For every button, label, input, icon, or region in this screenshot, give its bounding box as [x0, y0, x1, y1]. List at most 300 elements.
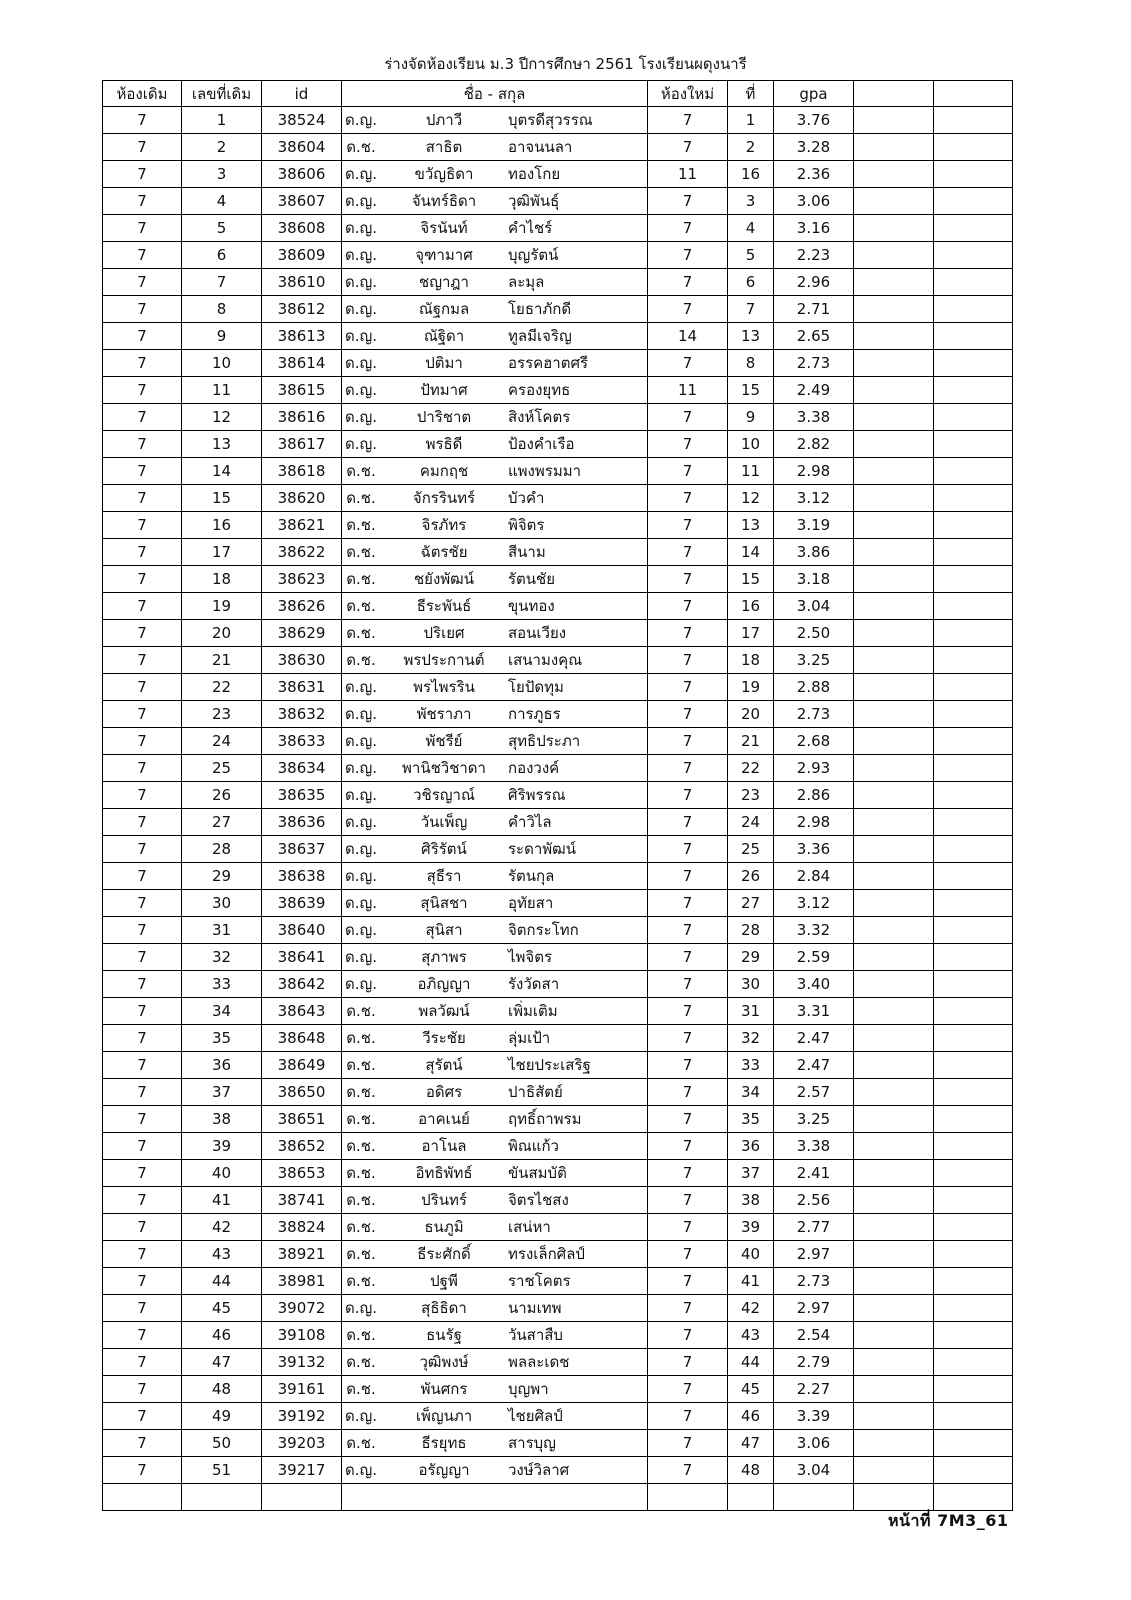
gpa-cell: 3.25 — [774, 647, 854, 674]
old-room-cell: 7 — [103, 431, 182, 458]
table-row — [103, 377, 1013, 404]
new-room-cell: 7 — [648, 836, 728, 863]
extra-cell — [854, 431, 934, 458]
name-prefix: ด.ญ. — [344, 813, 378, 831]
table-row — [103, 404, 1013, 431]
last-name: วงษ์วิลาศ — [508, 1461, 570, 1479]
student-id-cell: 38623 — [262, 566, 342, 593]
first-name: พัชราภา — [416, 705, 472, 723]
gpa-cell: 2.73 — [774, 1268, 854, 1295]
seat-cell: 31 — [728, 998, 774, 1025]
old-number-cell: 23 — [182, 701, 262, 728]
seat-cell: 46 — [728, 1403, 774, 1430]
student-name-cell — [342, 323, 648, 350]
student-id-cell: 38617 — [262, 431, 342, 458]
empty-cell — [342, 1484, 648, 1511]
seat-cell: 37 — [728, 1160, 774, 1187]
name-prefix: ด.ญ. — [344, 840, 378, 858]
first-name: ธีระศักดิ์ — [417, 1245, 471, 1263]
table-row — [103, 890, 1013, 917]
table-row — [103, 323, 1013, 350]
first-name: พัชรีย์ — [425, 732, 463, 750]
old-number-cell: 25 — [182, 755, 262, 782]
seat-cell: 17 — [728, 620, 774, 647]
name-prefix: ด.ช. — [346, 1353, 376, 1371]
old-room-cell: 7 — [103, 674, 182, 701]
extra-cell — [854, 1025, 934, 1052]
gpa-cell: 2.68 — [774, 728, 854, 755]
last-name: พลละเดช — [508, 1353, 570, 1371]
last-name: ไพจิตร — [508, 948, 553, 966]
old-room-cell: 7 — [103, 1214, 182, 1241]
gpa-cell: 2.97 — [774, 1295, 854, 1322]
student-name-cell — [342, 296, 648, 323]
new-room-cell: 7 — [648, 1241, 728, 1268]
seat-cell: 12 — [728, 485, 774, 512]
seat-cell: 25 — [728, 836, 774, 863]
last-name: แพงพรมมา — [508, 462, 582, 480]
student-name-cell — [342, 836, 648, 863]
student-id-cell: 38641 — [262, 944, 342, 971]
table-row — [103, 701, 1013, 728]
new-room-cell: 7 — [648, 1322, 728, 1349]
gpa-cell: 2.47 — [774, 1052, 854, 1079]
extra-cell — [934, 917, 1013, 944]
last-name: ขันสมบัติ — [508, 1164, 567, 1182]
class-roster-table — [102, 80, 1013, 1511]
old-number-cell: 16 — [182, 512, 262, 539]
last-name: บุญรัตน์ — [508, 246, 559, 264]
name-prefix: ด.ช. — [346, 1029, 376, 1047]
seat-cell: 26 — [728, 863, 774, 890]
seat-cell: 30 — [728, 971, 774, 998]
new-room-cell: 7 — [648, 1430, 728, 1457]
name-prefix: ด.ช. — [346, 1245, 376, 1263]
name-prefix: ด.ช. — [346, 651, 376, 669]
old-room-cell: 7 — [103, 1322, 182, 1349]
first-name: อิทธิพัทธ์ — [415, 1164, 473, 1182]
old-number-cell: 42 — [182, 1214, 262, 1241]
table-row — [103, 944, 1013, 971]
table-row — [103, 539, 1013, 566]
table-row — [103, 269, 1013, 296]
extra-cell — [854, 1133, 934, 1160]
extra-cell — [934, 1025, 1013, 1052]
table-row — [103, 620, 1013, 647]
new-room-cell: 7 — [648, 107, 728, 134]
extra-cell — [934, 863, 1013, 890]
extra-cell — [934, 107, 1013, 134]
gpa-cell: 3.06 — [774, 1430, 854, 1457]
student-id-cell: 38643 — [262, 998, 342, 1025]
new-room-cell: 7 — [648, 890, 728, 917]
table-row — [103, 647, 1013, 674]
extra-cell — [934, 890, 1013, 917]
student-id-cell: 38824 — [262, 1214, 342, 1241]
seat-cell: 41 — [728, 1268, 774, 1295]
old-number-cell: 4 — [182, 188, 262, 215]
old-number-cell: 21 — [182, 647, 262, 674]
empty-cell — [854, 1484, 934, 1511]
seat-cell: 19 — [728, 674, 774, 701]
seat-cell: 2 — [728, 134, 774, 161]
student-name-cell — [342, 755, 648, 782]
student-name-cell — [342, 1052, 648, 1079]
student-id-cell: 38618 — [262, 458, 342, 485]
name-prefix: ด.ช. — [346, 489, 376, 507]
seat-cell: 13 — [728, 323, 774, 350]
gpa-cell: 3.38 — [774, 404, 854, 431]
new-room-cell: 7 — [648, 944, 728, 971]
seat-cell: 13 — [728, 512, 774, 539]
gpa-cell: 2.59 — [774, 944, 854, 971]
seat-cell: 38 — [728, 1187, 774, 1214]
first-name: สุภาพร — [421, 948, 467, 966]
student-id-cell: 39072 — [262, 1295, 342, 1322]
old-room-cell: 7 — [103, 1295, 182, 1322]
table-row — [103, 593, 1013, 620]
name-prefix: ด.ญ. — [344, 1461, 378, 1479]
new-room-cell: 7 — [648, 593, 728, 620]
old-room-cell: 7 — [103, 1376, 182, 1403]
new-room-cell: 7 — [648, 1403, 728, 1430]
extra-cell — [854, 134, 934, 161]
extra-cell — [934, 1349, 1013, 1376]
student-id-cell: 38921 — [262, 1241, 342, 1268]
gpa-cell: 3.40 — [774, 971, 854, 998]
gpa-cell: 2.65 — [774, 323, 854, 350]
table-row — [103, 1241, 1013, 1268]
extra-cell — [934, 1322, 1013, 1349]
student-name-cell — [342, 971, 648, 998]
name-prefix: ด.ช. — [346, 1056, 376, 1074]
seat-cell: 16 — [728, 593, 774, 620]
extra-cell — [934, 1241, 1013, 1268]
student-id-cell: 38637 — [262, 836, 342, 863]
student-name-cell — [342, 215, 648, 242]
seat-cell: 32 — [728, 1025, 774, 1052]
old-number-cell: 49 — [182, 1403, 262, 1430]
seat-cell: 44 — [728, 1349, 774, 1376]
extra-cell — [854, 1430, 934, 1457]
old-room-cell: 7 — [103, 1079, 182, 1106]
old-number-cell: 46 — [182, 1322, 262, 1349]
name-prefix: ด.ช. — [346, 1137, 376, 1155]
extra-cell — [854, 944, 934, 971]
name-prefix: ด.ช. — [346, 462, 376, 480]
old-number-cell: 47 — [182, 1349, 262, 1376]
gpa-cell: 3.76 — [774, 107, 854, 134]
student-name-cell — [342, 863, 648, 890]
gpa-cell: 2.79 — [774, 1349, 854, 1376]
student-name-cell — [342, 1268, 648, 1295]
old-room-cell: 7 — [103, 1106, 182, 1133]
extra-cell — [934, 998, 1013, 1025]
old-number-cell: 36 — [182, 1052, 262, 1079]
old-room-cell: 7 — [103, 404, 182, 431]
name-prefix: ด.ช. — [346, 1272, 376, 1290]
extra-cell — [934, 674, 1013, 701]
seat-cell: 33 — [728, 1052, 774, 1079]
old-room-cell: 7 — [103, 188, 182, 215]
seat-cell: 28 — [728, 917, 774, 944]
last-name: โยธาภักดี — [508, 300, 572, 318]
gpa-cell: 3.28 — [774, 134, 854, 161]
old-number-cell: 12 — [182, 404, 262, 431]
first-name: อรัญญา — [418, 1461, 470, 1479]
old-number-cell: 7 — [182, 269, 262, 296]
old-room-cell: 7 — [103, 809, 182, 836]
name-prefix: ด.ช. — [346, 1110, 376, 1128]
extra-cell — [854, 728, 934, 755]
first-name: วีระชัย — [422, 1029, 466, 1047]
first-name: สุนิสชา — [420, 894, 468, 912]
seat-cell: 35 — [728, 1106, 774, 1133]
student-id-cell: 38622 — [262, 539, 342, 566]
old-room-cell: 7 — [103, 782, 182, 809]
name-prefix: ด.ช. — [346, 543, 376, 561]
student-id-cell: 38652 — [262, 1133, 342, 1160]
last-name: เพิ่มเติม — [508, 1002, 558, 1020]
first-name: สุนิสา — [425, 921, 463, 939]
first-name: อภิญญา — [417, 975, 471, 993]
extra-cell — [934, 1106, 1013, 1133]
extra-cell — [934, 944, 1013, 971]
extra-cell — [854, 458, 934, 485]
student-name-cell — [342, 269, 648, 296]
old-room-cell: 7 — [103, 620, 182, 647]
student-name-cell — [342, 485, 648, 512]
last-name: ราชโคตร — [508, 1272, 571, 1290]
extra-cell — [934, 728, 1013, 755]
student-name-cell — [342, 944, 648, 971]
last-name: อรรคฮาตศรี — [508, 354, 589, 372]
new-room-cell: 7 — [648, 917, 728, 944]
student-name-cell — [342, 188, 648, 215]
extra-cell — [934, 1214, 1013, 1241]
extra-cell — [854, 890, 934, 917]
old-room-cell: 7 — [103, 323, 182, 350]
old-room-cell: 7 — [103, 944, 182, 971]
old-room-cell: 7 — [103, 1052, 182, 1079]
gpa-cell: 2.84 — [774, 863, 854, 890]
first-name: พานิชวิชาดา — [402, 759, 486, 777]
seat-cell: 3 — [728, 188, 774, 215]
old-room-cell: 7 — [103, 998, 182, 1025]
old-number-cell: 9 — [182, 323, 262, 350]
extra-cell — [934, 620, 1013, 647]
extra-cell — [934, 1160, 1013, 1187]
first-name: จุฑามาศ — [415, 246, 473, 264]
new-room-cell: 7 — [648, 1376, 728, 1403]
seat-cell: 16 — [728, 161, 774, 188]
new-room-cell: 7 — [648, 539, 728, 566]
old-room-cell: 7 — [103, 566, 182, 593]
extra-cell — [934, 269, 1013, 296]
old-number-cell: 50 — [182, 1430, 262, 1457]
student-name-cell — [342, 1403, 648, 1430]
seat-cell: 40 — [728, 1241, 774, 1268]
old-room-cell: 7 — [103, 1403, 182, 1430]
old-number-cell: 28 — [182, 836, 262, 863]
extra-cell — [934, 350, 1013, 377]
first-name: จิรภัทร — [421, 516, 467, 534]
extra-cell — [934, 242, 1013, 269]
first-name: วันเพ็ญ — [420, 813, 468, 831]
seat-cell: 27 — [728, 890, 774, 917]
extra-cell — [934, 782, 1013, 809]
student-name-cell — [342, 674, 648, 701]
extra-cell — [854, 1403, 934, 1430]
student-id-cell: 38638 — [262, 863, 342, 890]
old-room-cell: 7 — [103, 350, 182, 377]
student-id-cell: 38631 — [262, 674, 342, 701]
old-room-cell: 7 — [103, 1349, 182, 1376]
old-number-cell: 35 — [182, 1025, 262, 1052]
last-name: ไชยศิลป์ — [508, 1407, 563, 1425]
new-room-cell: 7 — [648, 647, 728, 674]
seat-cell: 42 — [728, 1295, 774, 1322]
extra-cell — [854, 1106, 934, 1133]
extra-cell — [854, 215, 934, 242]
gpa-cell: 2.47 — [774, 1025, 854, 1052]
extra-cell — [854, 863, 934, 890]
old-number-cell: 48 — [182, 1376, 262, 1403]
name-prefix: ด.ญ. — [344, 759, 378, 777]
old-number-cell: 17 — [182, 539, 262, 566]
table-row — [103, 350, 1013, 377]
col-header-id: id — [262, 81, 342, 107]
gpa-cell: 3.32 — [774, 917, 854, 944]
old-room-cell: 7 — [103, 458, 182, 485]
student-id-cell: 38609 — [262, 242, 342, 269]
old-room-cell: 7 — [103, 1160, 182, 1187]
old-room-cell: 7 — [103, 728, 182, 755]
table-row — [103, 1376, 1013, 1403]
old-room-cell: 7 — [103, 377, 182, 404]
extra-cell — [854, 296, 934, 323]
last-name: สีนาม — [508, 543, 546, 561]
table-row — [103, 107, 1013, 134]
old-number-cell: 31 — [182, 917, 262, 944]
new-room-cell: 7 — [648, 620, 728, 647]
seat-cell: 39 — [728, 1214, 774, 1241]
old-number-cell: 33 — [182, 971, 262, 998]
seat-cell: 23 — [728, 782, 774, 809]
old-number-cell: 13 — [182, 431, 262, 458]
new-room-cell: 7 — [648, 1025, 728, 1052]
extra-cell — [934, 323, 1013, 350]
seat-cell: 7 — [728, 296, 774, 323]
gpa-cell: 2.96 — [774, 269, 854, 296]
student-id-cell: 38604 — [262, 134, 342, 161]
table-row — [103, 809, 1013, 836]
gpa-cell: 2.50 — [774, 620, 854, 647]
extra-cell — [854, 917, 934, 944]
extra-cell — [934, 404, 1013, 431]
old-room-cell: 7 — [103, 647, 182, 674]
last-name: พิณแก้ว — [508, 1137, 559, 1155]
old-room-cell: 7 — [103, 161, 182, 188]
old-number-cell: 24 — [182, 728, 262, 755]
last-name: สิงห์โคตร — [508, 408, 571, 426]
new-room-cell: 7 — [648, 863, 728, 890]
table-row — [103, 1295, 1013, 1322]
last-name: บุญพา — [508, 1380, 549, 1398]
first-name: ศิริรัตน์ — [421, 840, 467, 858]
name-prefix: ด.ญ. — [344, 273, 378, 291]
old-room-cell: 7 — [103, 107, 182, 134]
first-name: พลวัฒน์ — [418, 1002, 470, 1020]
last-name: ครองยุทธ — [508, 381, 571, 399]
old-number-cell: 43 — [182, 1241, 262, 1268]
name-prefix: ด.ญ. — [344, 678, 378, 696]
name-prefix: ด.ช. — [346, 1083, 376, 1101]
student-name-cell — [342, 593, 648, 620]
gpa-cell: 3.18 — [774, 566, 854, 593]
student-id-cell: 38635 — [262, 782, 342, 809]
table-row — [103, 161, 1013, 188]
student-name-cell — [342, 1349, 648, 1376]
old-room-cell: 7 — [103, 1268, 182, 1295]
student-name-cell — [342, 1376, 648, 1403]
name-prefix: ด.ช. — [346, 1434, 376, 1452]
last-name: ทองโกย — [508, 165, 561, 183]
last-name: วันสาสืบ — [508, 1326, 563, 1344]
old-room-cell: 7 — [103, 1430, 182, 1457]
first-name: อาคเนย์ — [418, 1110, 470, 1128]
extra-cell — [934, 1079, 1013, 1106]
name-prefix: ด.ญ. — [344, 165, 378, 183]
first-name: คมกฤช — [419, 462, 469, 480]
last-name: อาจนนลา — [508, 138, 573, 156]
seat-cell: 15 — [728, 377, 774, 404]
student-name-cell — [342, 1106, 648, 1133]
seat-cell: 8 — [728, 350, 774, 377]
student-id-cell: 38632 — [262, 701, 342, 728]
student-id-cell: 38741 — [262, 1187, 342, 1214]
col-header-seat: ที่ — [728, 81, 774, 107]
extra-cell — [854, 242, 934, 269]
seat-cell: 24 — [728, 809, 774, 836]
table-row — [103, 1403, 1013, 1430]
extra-cell — [854, 998, 934, 1025]
old-room-cell: 7 — [103, 890, 182, 917]
last-name: ไชยประเสริฐ — [508, 1056, 591, 1074]
last-name: นามเทพ — [508, 1299, 562, 1317]
gpa-cell: 2.23 — [774, 242, 854, 269]
extra-cell — [934, 512, 1013, 539]
table-row — [103, 728, 1013, 755]
gpa-cell: 2.98 — [774, 809, 854, 836]
student-name-cell — [342, 512, 648, 539]
student-id-cell: 38614 — [262, 350, 342, 377]
name-prefix: ด.ญ. — [344, 111, 378, 129]
first-name: สาธิต — [425, 138, 463, 156]
new-room-cell: 7 — [648, 674, 728, 701]
table-row — [103, 512, 1013, 539]
student-name-cell — [342, 539, 648, 566]
new-room-cell: 7 — [648, 998, 728, 1025]
student-id-cell: 38650 — [262, 1079, 342, 1106]
name-prefix: ด.ช. — [346, 1164, 376, 1182]
table-row — [103, 755, 1013, 782]
student-id-cell: 38610 — [262, 269, 342, 296]
new-room-cell: 7 — [648, 215, 728, 242]
gpa-cell: 2.82 — [774, 431, 854, 458]
student-name-cell — [342, 431, 648, 458]
table-row — [103, 1457, 1013, 1484]
